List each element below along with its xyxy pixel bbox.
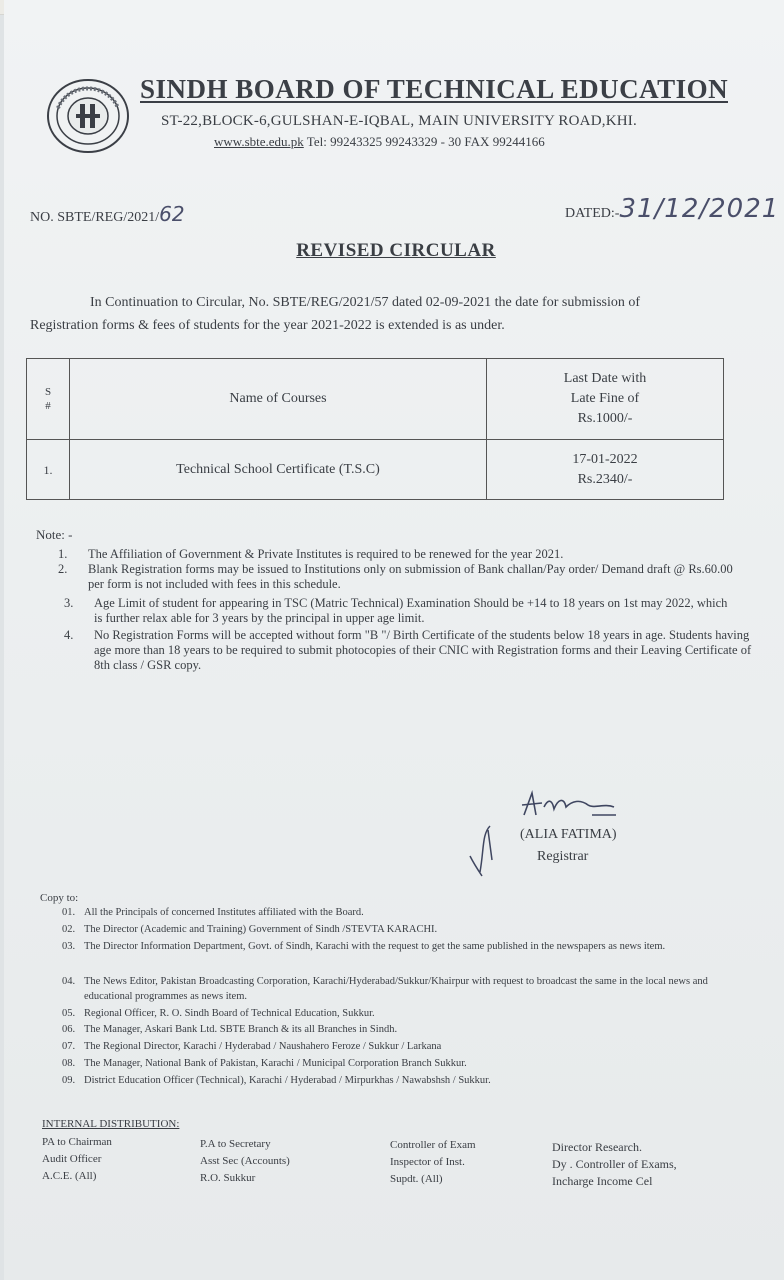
website-link[interactable]: www.sbte.edu.pk bbox=[214, 134, 304, 149]
note-item: 2. Blank Registration forms may be issued to Institutions only on submission of Bank challan/Pay order/ Demand draft @ Rs.60.00 per form is not included with fees in this schedule. bbox=[58, 562, 733, 591]
note-item: 3. Age Limit of student for appearing in TSC (Matric Technical) Examination Should be +14 to 18 years on 1st may 2022, which is further relax able for 3 years by the principal in upper age limit. bbox=[64, 596, 728, 625]
row-sno: 1. bbox=[27, 440, 70, 500]
board-address: ST-22,BLOCK-6,GULSHAN-E-IQBAL, MAIN UNIVERSITY ROAD,KHI. bbox=[161, 113, 637, 129]
reference-handwritten: 62 bbox=[159, 202, 185, 226]
course-table bbox=[26, 358, 724, 500]
date-label: DATED:- bbox=[565, 206, 620, 221]
phone-fax: Tel: 99243325 99243329 - 30 FAX 99244166 bbox=[306, 134, 545, 149]
sbte-emblem-icon bbox=[46, 78, 130, 154]
reference-label: NO. SBTE/REG/2021/ bbox=[30, 210, 160, 225]
copy-item: 02. The Director (Academic and Training) Government of Sindh /STEVTA KARACHI. bbox=[62, 924, 438, 935]
distribution-column-3: Controller of Exam Inspector of Inst. Supdt. (All) bbox=[390, 1139, 476, 1185]
row-date-fee bbox=[487, 440, 724, 500]
copy-item: 03. The Director Information Department, Govt. of Sindh, Karachi with the request to get the same published in the newspapers as news item. bbox=[62, 941, 666, 952]
copy-item: 08. The Manager, National Bank of Pakistan, Karachi / Municipal Corporation Branch Sukkur. bbox=[62, 1058, 467, 1069]
distribution-column-2: P.A to Secretary Asst Sec (Accounts) R.O. Sukkur bbox=[200, 1138, 290, 1184]
signature-mark bbox=[514, 785, 624, 825]
copy-item: 04. The News Editor, Pakistan Broadcasting Corporation, Karachi/Hyderabad/Sukkur/Khairpur with request to broadcast the same in the local news and educational programmes as news item. bbox=[62, 976, 708, 1002]
internal-distribution-heading: INTERNAL DISTRIBUTION: bbox=[42, 1118, 180, 1130]
initial-mark bbox=[462, 820, 502, 880]
board-contact bbox=[214, 134, 545, 150]
copy-item: 06. The Manager, Askari Bank Ltd. SBTE Branch & its all Branches in Sindh. bbox=[62, 1024, 398, 1035]
header-course: Name of Courses bbox=[70, 359, 487, 440]
date-line bbox=[565, 194, 779, 224]
distribution-column-1: PA to Chairman Audit Officer A.C.E. (All) bbox=[42, 1136, 112, 1182]
copy-item: 09. District Education Officer (Technical), Karachi / Hyderabad / Mirpurkhas / Nawabshsh / Sukkur. bbox=[62, 1075, 491, 1086]
table-header-row bbox=[27, 359, 724, 440]
copy-to-heading: Copy to: bbox=[40, 892, 79, 904]
header-last-date: Last Date with Late Fine of Rs.1000/- bbox=[487, 359, 724, 440]
header-sno: S # bbox=[27, 359, 70, 440]
signatory-name: (ALIA FATIMA) bbox=[520, 827, 617, 842]
circular-page bbox=[4, 0, 784, 1280]
signatory-designation: Registrar bbox=[537, 849, 589, 864]
notes-heading: Note: - bbox=[36, 527, 73, 542]
note-item: 4. No Registration Forms will be accepted without form "B "/ Birth Certificate of the students below 18 years in age. Students having age more than 18 years to be required to submit photocopies of their CNIC with Registration forms and their Leaving Certificate of 8th class / GSR copy. bbox=[64, 628, 752, 672]
copy-item: 05. Regional Officer, R. O. Sindh Board of Technical Education, Sukkur. bbox=[62, 1008, 375, 1019]
date-handwritten: 31/12/2021 bbox=[619, 194, 780, 224]
row-date: 17-01-2022 bbox=[572, 451, 638, 467]
circular-title bbox=[4, 240, 784, 262]
row-fee: Rs.2340/- bbox=[577, 471, 633, 487]
table-row bbox=[27, 440, 724, 500]
board-name: SINDH BOARD OF TECHNICAL EDUCATION bbox=[140, 74, 729, 104]
copy-item: 01. All the Principals of concerned Institutes affiliated with the Board. bbox=[62, 907, 364, 918]
intro-paragraph: In Continuation to Circular, No. SBTE/REG/2021/57 dated 02-09-2021 the date for submission of Registration forms & fees of students for the year 2021-2022 is extended is as under. bbox=[30, 295, 641, 333]
circular-title-text: REVISED CIRCULAR bbox=[296, 240, 496, 261]
copy-item: 07. The Regional Director, Karachi / Hyderabad / Naushahero Feroze / Sukkur / Larkana bbox=[62, 1041, 442, 1052]
row-course: Technical School Certificate (T.S.C) bbox=[70, 440, 487, 500]
note-item: 1. The Affiliation of Government & Private Institutes is required to be renewed for the year 2021. bbox=[58, 547, 564, 561]
distribution-column-4: Director Research. Dy . Controller of Exams, Incharge Income Cel bbox=[552, 1140, 677, 1188]
reference-number bbox=[30, 202, 185, 226]
